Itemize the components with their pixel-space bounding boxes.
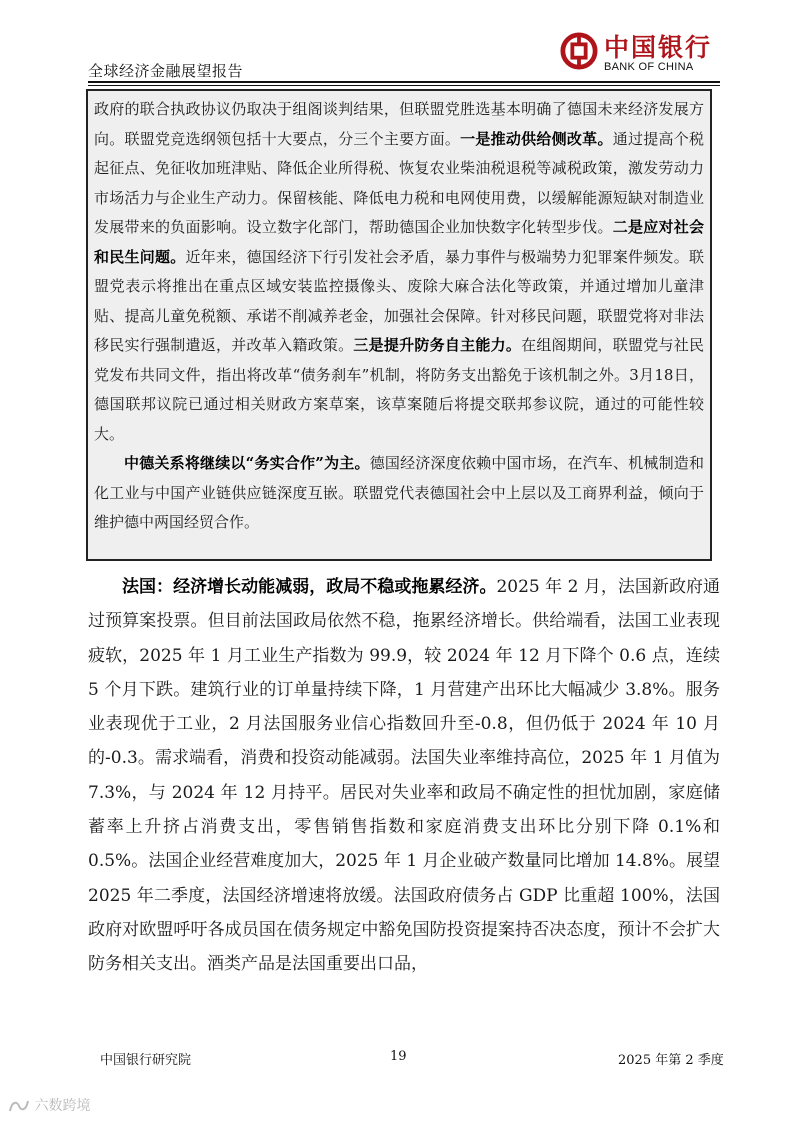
footer-institution: 中国银行研究院: [100, 1053, 192, 1068]
text-run: 近年来，德国经济下行引发社会矛盾，暴力事件与极端势力犯罪案件频发。联盟党表示将推出在重点区域安装监控摄像头、废除大麻合法化等政策，并通过增加儿童津贴、提高儿童免税额、承诺不削减养老金，加强社会保障。针对移民问题，联盟党将对非法移民实行强制遣返，并改革入籍政策。: [94, 247, 704, 354]
box-paragraph-2: [94, 449, 704, 538]
watermark-icon: [8, 1099, 30, 1113]
bank-logo-icon: [560, 32, 598, 70]
bold-heading-text: 一是推动供给侧改革。: [460, 129, 613, 148]
header-divider-thin: [88, 85, 720, 86]
box-paragraph-1: [94, 95, 704, 449]
watermark: [8, 1095, 90, 1113]
page-number: 19: [390, 1049, 407, 1064]
text-run: 政府的联合执政协议仍取决于组阁谈判结果，但联盟党胜选基本明确了德国未来经济发展方向。联盟党竞选纲领包括十大要点，分三个主要方面。: [94, 100, 704, 148]
report-title: 全球经济金融展望报告: [88, 62, 244, 80]
bold-heading-text: 中德关系将继续以“务实合作”为主。: [124, 454, 370, 472]
logo-text-en: BANK OF CHINA: [604, 61, 694, 73]
text-run: 2025 年 2 月，法国新政府通过预算案投票。但目前法国政局依然不稳，拖累经济增长。供给端看，法国工业表现疲软，2025 年 1 月工业生产指数为 99.9，较 2024 年 12 月下降个 0.6 点，连续 5 个月下跌。建筑行业的订单量持续下降，1 月营建产出环比大幅减少 3.8%。服务业表现优于工业，2 月法国服务业信心指数回升至-0.8，但仍低于 2024 年 10 月的-0.3。需求端看，消费和投资动能减弱。法国失业率维持高位，2025 年 1 月值为 7.3%，与 2024 年 12 月持平。居民对失业率和政局不确定性的担忧加剧，家庭储蓄率上升挤占消费支出，零售销售指数和家庭消费支出环比分别下降 0.1%和 0.5%。法国企业经营难度加大，2025 年 1 月企业破产数量同比增加 14.8%。展望 2025 年二季度，法国经济增速将放缓。法国政府债务占 GDP 比重超 100%，法国政府对欧盟呼吁各成员国在债务规定中豁免国防投资提案持否决态度，预计不会扩大防务相关支出。酒类产品是法国重要出口品，: [88, 577, 720, 975]
bold-heading-text: 二是应对社会和民生问题。: [94, 218, 704, 266]
watermark-text: 六数跨境: [34, 1098, 91, 1114]
france-paragraph: [88, 570, 720, 982]
logo-text-cn: 中国银行: [604, 33, 713, 62]
bank-of-china-logo: [560, 28, 720, 80]
text-run: 通过提高个税起征点、免征收加班津贴、降低企业所得税、恢复农业柴油税退税等减税政策，激发劳动力市场活力与企业生产动力。保留核能、降低电力税和电网使用费，以缓解能源短缺对制造业发展带来的负面影响。设立数字化部门，帮助德国企业加快数字化转型步伐。: [94, 129, 704, 236]
text-run: 德国经济深度依赖中国市场，在汽车、机械制造和化工业与中国产业链供应链深度互嵌。联盟党代表德国社会中上层以及工商界利益，倾向于维护德中两国经贸合作。: [94, 454, 704, 531]
bold-heading-text: 三是提升防务自主能力。: [353, 336, 522, 354]
footer-quarter: 2025 年第 2 季度: [618, 1053, 724, 1068]
header-divider: [88, 81, 720, 83]
germany-text-box: [86, 89, 712, 561]
bold-heading-text: 法国：经济增长动能减弱，政局不稳或拖累经济。: [122, 577, 497, 597]
text-run: 在组阁期间，联盟党与社民党发布共同文件，指出将改革“债务刹车”机制，将防务支出豁免于该机制之外。3月18日，德国联邦议院已通过相关财政方案草案，该草案随后将提交联邦参议院，通过的可能性较大。: [94, 336, 704, 443]
